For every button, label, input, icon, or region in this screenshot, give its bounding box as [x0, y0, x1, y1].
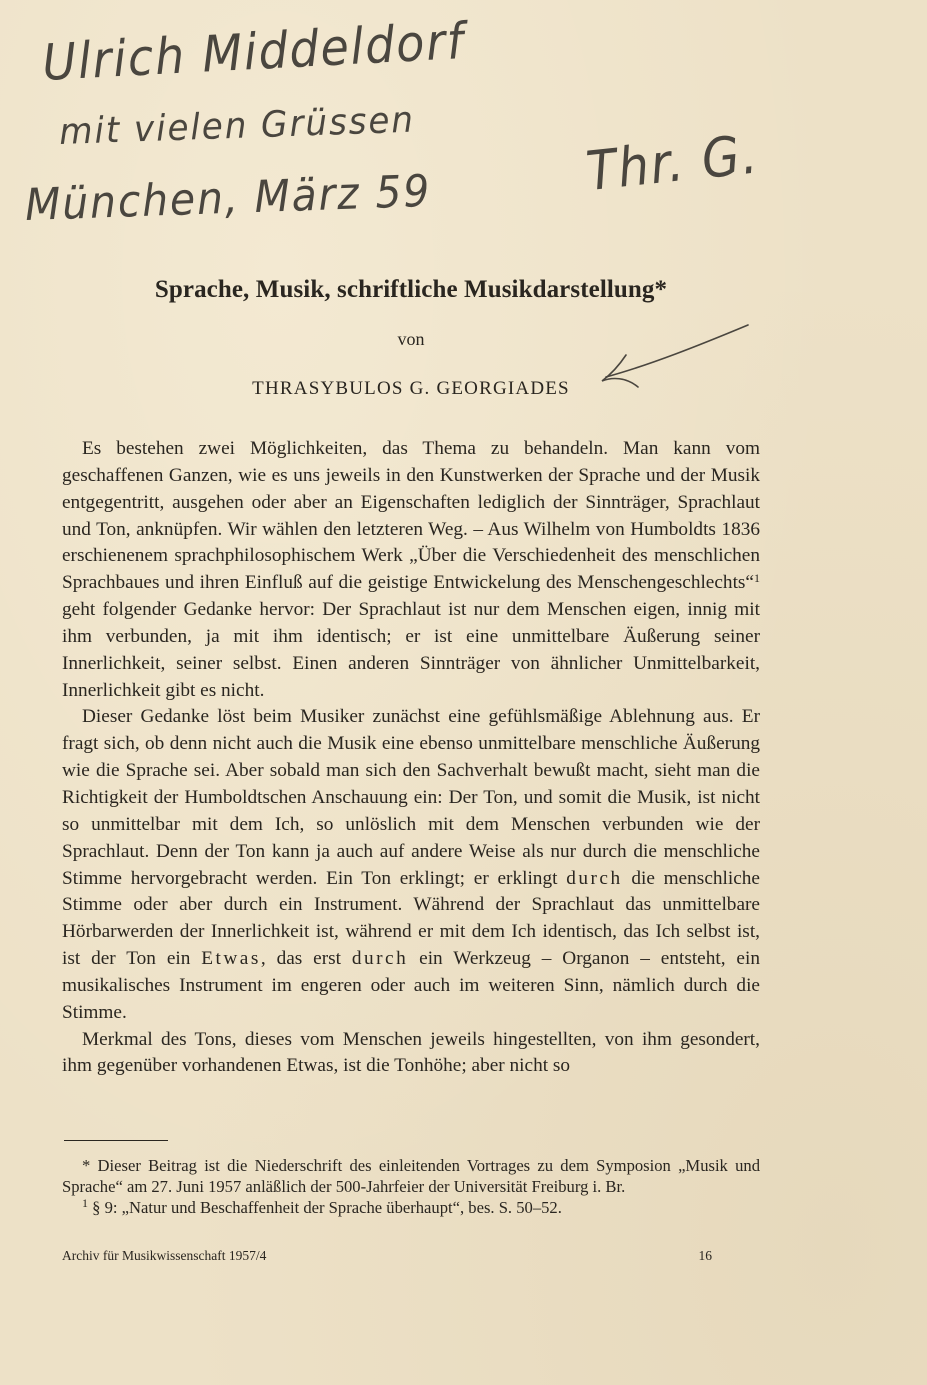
footnote-1: $^1$ § 9: „Natur und Beschaffenheit der Sprache überhaupt“, bes. S. 50–52.: [82, 1196, 562, 1217]
footnote-star: * Dieser Beitrag ist die Niederschrift des einleitenden Vortrages zu dem Symposion „Musik und Sprache“ am 27. Juni 1957 anläßlich der 500-Jahrfeier der Universität Freiburg i. Br.: [62, 1156, 760, 1196]
footnotes: [62, 1155, 760, 1218]
inscription-line-3: München, März 59: [24, 165, 433, 231]
author-name: THRASYBULOS G. GEORGIADES: [252, 378, 570, 399]
footnote-ref-1: 1: [754, 571, 760, 586]
emphasis-durch-2: durch: [351, 948, 409, 970]
footnote-separator: [64, 1140, 168, 1141]
byline-von: von: [397, 329, 425, 349]
inscription-signature: Thr. G.: [583, 122, 762, 203]
article-body: [62, 436, 760, 1080]
paragraph-2: Dieser Gedanke löst beim Musiker zunächst eine gefühlsmäßige Ablehnung aus. Er fragt sich, ob denn nicht auch die Musik eine ebenso unmittelbare menschliche Äußerung wie die Sprache sei. Aber sobald man sich den Sachverhalt bewußt macht, sieht man die Richtigkeit der Humboldtschen Anschauung ein: Der Ton, und somit die Musik, ist nicht so unmittelbar mit dem Ich, so unlöslich mit dem Menschen verbunden wie der Sprachlaut. Denn der Ton kann ja auch auf andere Weise als nur durch die menschliche Stimme hervorgebracht werden. Ein Ton erklingt; er erklingt durch die menschliche Stimme oder aber durch ein Instrument. Während der Sprachlaut das unmittelbare Hörbarwerden der Innerlichkeit ist, während er mit dem Ich identisch, das Ich selbst ist, ist der Ton ein Etwas, das erst durch ein Werkzeug – Organon – entsteht, ein musikalisches Instrument im engeren oder auch im weiteren Sinn, nämlich durch die Stimme.: [62, 706, 760, 1023]
emphasis-durch: durch: [566, 867, 623, 889]
article-title: Sprache, Musik, schriftliche Musikdarstellung*: [154, 276, 668, 303]
paragraph-3: Merkmal des Tons, dieses vom Menschen jeweils hingestellten, von ihm gesondert, ihm gegenüber vorhandenen Etwas, ist die Tonhöhe; aber nicht so: [62, 1028, 760, 1077]
emphasis-etwas: Etwas: [201, 948, 261, 970]
page-footer: [62, 1248, 712, 1264]
page-number: 16: [698, 1248, 712, 1263]
journal-reference: Archiv für Musikwissenschaft 1957/4: [62, 1248, 267, 1263]
inscription-line-2: mit vielen Grüssen: [58, 99, 416, 153]
paragraph-1: Es bestehen zwei Möglichkeiten, das Thema zu behandeln. Man kann vom geschaffenen Ganzen, wie es uns jeweils in den Kunstwerken der Sprache und der Musik entgegentritt, ausgehen oder aber an Eigenschaften lediglich der Sinnträger, Sprachlaut und Ton, anknüpfen. Wir wählen den letzteren Weg. – Aus Wilhelm von Humboldts 1836 erschienenem sprachphilosophischem Werk „Über die Verschiedenheit des menschlichen Sprachbaues und ihren Einfluß auf die geistige Entwickelung des Menschengeschlechts“$^1$ geht folgender Gedanke hervor: Der Sprachlaut ist nur dem Menschen eigen, innig mit ihm verbunden, ja mit ihm identisch; er ist eine unmittelbare Äußerung seiner Innerlichkeit, seiner selbst. Einen anderen Sinnträger von ähnlicher Unmittelbarkeit, Innerlichkeit gibt es nicht.: [62, 438, 760, 701]
inscription-line-1: Ulrich Middeldorf: [40, 11, 467, 92]
